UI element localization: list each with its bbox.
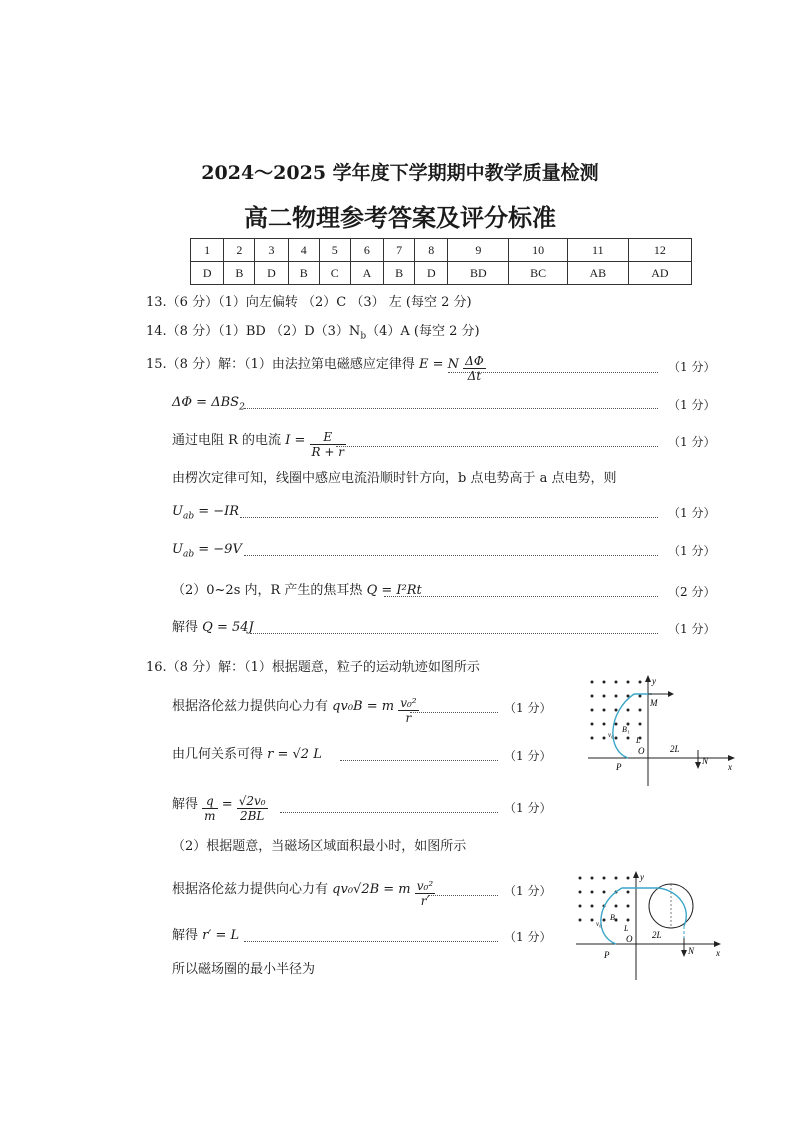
q16-eq5-den: r′ bbox=[420, 894, 430, 908]
q15-eq3-num: E bbox=[310, 430, 346, 445]
field-dot bbox=[591, 737, 594, 740]
field-dot bbox=[615, 737, 618, 740]
label-o-2: O bbox=[626, 934, 633, 944]
table-cell-number: 10 bbox=[509, 239, 568, 262]
label-x-2: x bbox=[716, 948, 720, 958]
label-o: O bbox=[638, 746, 645, 756]
table-cell-answer: D bbox=[191, 262, 224, 285]
table-cell-answer: BC bbox=[509, 262, 568, 285]
field-dot bbox=[591, 681, 594, 684]
leader-dots bbox=[448, 372, 658, 373]
q16-eq3-num-left: q bbox=[202, 794, 217, 809]
field-dot bbox=[615, 877, 618, 880]
q16-eq1-frac bbox=[398, 696, 418, 725]
q16-eq5-frac bbox=[415, 879, 435, 908]
field-dot bbox=[603, 681, 606, 684]
score-q15-3: （1 分） bbox=[668, 435, 716, 449]
q16-eq1-lhs: qv₀B = m bbox=[332, 699, 395, 714]
q16-line4: （2）根据题意，当磁场区域面积最小时，如图所示 bbox=[172, 839, 467, 854]
leader-dots bbox=[244, 408, 658, 409]
label-2l: 2L bbox=[670, 744, 680, 754]
q15-eq6 bbox=[172, 541, 242, 564]
q15-eq3-lhs: I = bbox=[285, 433, 306, 448]
q15-eq1-frac bbox=[463, 354, 486, 383]
score-q15-7: （1 分） bbox=[668, 622, 716, 636]
label-2l-2: 2L bbox=[652, 930, 662, 940]
table-cell-number: 6 bbox=[350, 239, 383, 262]
q14-text: 14.（8 分）（1）BD （2）D（3）N bbox=[146, 324, 361, 339]
label-m: M bbox=[650, 698, 658, 708]
q16-line6-text: 解得 bbox=[172, 928, 199, 943]
label-v0: v₀ bbox=[608, 731, 614, 739]
field-dot bbox=[615, 709, 618, 712]
score-q15-6: （2 分） bbox=[668, 585, 716, 599]
table-cell-answer: B bbox=[384, 262, 415, 285]
n-arrow-2 bbox=[681, 950, 687, 957]
q16-eq2: r = √2 L bbox=[267, 747, 322, 762]
q15-eq1-num: ΔΦ bbox=[465, 354, 484, 368]
q14-tail: （4）A (每空 2 分) bbox=[366, 324, 480, 339]
field-dots bbox=[591, 681, 642, 740]
field-dot bbox=[615, 723, 618, 726]
leader-dots bbox=[340, 760, 498, 761]
q16-line6 bbox=[172, 927, 239, 945]
q15-eq5-sub: ab bbox=[182, 511, 195, 522]
q15-line7 bbox=[172, 582, 422, 600]
field-dot bbox=[591, 919, 594, 922]
table-cell-number: 12 bbox=[628, 239, 691, 262]
trajectory-figure-1 bbox=[578, 672, 738, 790]
score-q15-1: （1 分） bbox=[668, 360, 716, 374]
label-v0-2: v₀ bbox=[596, 920, 602, 928]
field-dot bbox=[579, 905, 582, 908]
field-dot bbox=[603, 709, 606, 712]
table-cell-answer: C bbox=[319, 262, 350, 285]
score-q16-5: （1 分） bbox=[504, 930, 552, 944]
q15-eq2-sub: 2 bbox=[239, 402, 245, 413]
score-q16-1: （1 分） bbox=[504, 701, 552, 715]
q15-eq3-den: R + r bbox=[311, 445, 344, 459]
field-dot bbox=[579, 919, 582, 922]
q16-eq1-num: v₀² bbox=[400, 696, 417, 710]
label-x: x bbox=[728, 762, 732, 772]
field-dot bbox=[591, 709, 594, 712]
particle-trajectory bbox=[613, 694, 652, 758]
field-dot bbox=[615, 695, 618, 698]
q15-eq2-text: ΔΦ = ΔBS bbox=[172, 395, 240, 410]
q16-eq6: r′ = L bbox=[202, 928, 240, 943]
q16-eq5-num: v₀² bbox=[416, 879, 434, 893]
leader-dots bbox=[244, 555, 658, 556]
leader-dots bbox=[410, 712, 498, 713]
table-row-numbers bbox=[191, 239, 692, 262]
field-dot bbox=[603, 891, 606, 894]
score-q16-2: （1 分） bbox=[504, 749, 552, 763]
question-14 bbox=[146, 323, 480, 346]
leader-dots bbox=[384, 596, 658, 597]
q16-eq5-lhs: qv₀√2B = m bbox=[332, 882, 411, 897]
q16-line3: 解得 $\frac{q}{m}$ = $\frac{\text{√2v₀}}{2BL}$ bbox=[172, 794, 266, 823]
answer-table bbox=[190, 238, 692, 285]
q16-line3-text: 解得 bbox=[172, 797, 199, 812]
q15-line3-text: 通过电阻 R 的电流 bbox=[172, 433, 282, 448]
field-dot bbox=[603, 919, 606, 922]
table-cell-number: 2 bbox=[224, 239, 255, 262]
q15-eq1-lhs: E = N bbox=[419, 357, 460, 372]
field-dot bbox=[579, 877, 582, 880]
n-arrow bbox=[695, 762, 701, 769]
q16-eq3-frac-right bbox=[237, 794, 268, 823]
y-axis-arrow-2 bbox=[633, 871, 639, 878]
y-axis-arrow bbox=[645, 675, 651, 682]
field-dot bbox=[639, 709, 642, 712]
q16-intro: 16.（8 分）解：（1）根据题意，粒子的运动轨迹如图所示 bbox=[146, 660, 480, 675]
label-y: y bbox=[652, 676, 656, 686]
field-dot bbox=[615, 905, 618, 908]
q15-line8 bbox=[172, 619, 254, 637]
q15-eq3-frac bbox=[310, 430, 346, 459]
q16-line5-text: 根据洛伦兹力提供向心力有 bbox=[172, 882, 329, 897]
q15-eq6-u: U bbox=[172, 542, 183, 557]
q15-line8-text: 解得 bbox=[172, 620, 199, 635]
velocity-arrowhead bbox=[668, 691, 674, 697]
label-n-2: N bbox=[688, 946, 695, 956]
field-dot bbox=[591, 905, 594, 908]
table-cell-number: 4 bbox=[288, 239, 319, 262]
q15-intro-text: 15.（8 分）解：（1）由法拉第电磁感应定律得 bbox=[146, 357, 415, 372]
label-b1: B₁ bbox=[622, 725, 630, 734]
q16-line2 bbox=[172, 746, 322, 764]
field-dot bbox=[639, 723, 642, 726]
q15-eq2 bbox=[172, 394, 245, 417]
document-title: 2024～2025 学年度下学期期中教学质量检测 bbox=[201, 162, 599, 184]
label-l-2: L bbox=[624, 924, 629, 933]
table-cell-number: 3 bbox=[255, 239, 288, 262]
score-q15-5: （1 分） bbox=[668, 544, 716, 558]
field-dot bbox=[603, 737, 606, 740]
field-dots-2 bbox=[579, 877, 630, 922]
field-dot bbox=[627, 919, 630, 922]
q16-line1-text: 根据洛伦兹力提供向心力有 bbox=[172, 699, 329, 714]
question-13: 13.（6 分）（1）向左偏转 （2）C （3） 左 (每空 2 分) bbox=[146, 295, 472, 310]
x-axis-arrow bbox=[728, 755, 735, 761]
q15-line3 bbox=[172, 430, 346, 459]
trajectory-figure-2 bbox=[566, 868, 736, 986]
score-q15-2: （1 分） bbox=[668, 398, 716, 412]
field-dot bbox=[591, 723, 594, 726]
field-dot bbox=[627, 905, 630, 908]
leader-dots bbox=[280, 812, 498, 813]
table-cell-answer: D bbox=[255, 262, 288, 285]
x-axis-arrow-2 bbox=[714, 941, 721, 947]
table-cell-answer: B bbox=[224, 262, 255, 285]
field-dot bbox=[639, 681, 642, 684]
table-cell-number: 11 bbox=[567, 239, 628, 262]
score-q16-3: （1 分） bbox=[504, 801, 552, 815]
field-dot bbox=[603, 695, 606, 698]
document-subtitle: 高二物理参考答案及评分标准 bbox=[244, 203, 556, 232]
table-cell-number: 5 bbox=[319, 239, 350, 262]
field-dot bbox=[627, 681, 630, 684]
field-dot bbox=[603, 723, 606, 726]
q15-eq1-den: Δt bbox=[467, 369, 482, 383]
field-dot bbox=[627, 877, 630, 880]
q15-eq5 bbox=[172, 503, 239, 526]
score-q15-4: （1 分） bbox=[668, 506, 716, 520]
label-y-2: y bbox=[640, 872, 644, 882]
leader-dots bbox=[428, 895, 498, 896]
field-dot bbox=[591, 695, 594, 698]
q16-eq3-num-right: √2v₀ bbox=[238, 794, 266, 808]
score-q16-4: （1 分） bbox=[504, 884, 552, 898]
q14-sub: b bbox=[360, 331, 367, 342]
table-cell-answer: D bbox=[415, 262, 448, 285]
q15-eq8: Q = 54J bbox=[202, 620, 254, 635]
q15-intro bbox=[146, 354, 486, 383]
q15-eq6-sub: ab bbox=[182, 549, 195, 560]
table-cell-number: 9 bbox=[448, 239, 509, 262]
field-dot bbox=[615, 681, 618, 684]
table-cell-answer: B bbox=[288, 262, 319, 285]
q16-eq3-den-left: m bbox=[204, 809, 216, 823]
q15-eq5-rhs: = −IR bbox=[198, 504, 240, 519]
table-cell-number: 7 bbox=[384, 239, 415, 262]
leader-dots bbox=[244, 941, 498, 942]
q16-line5 bbox=[172, 879, 435, 908]
field-dot bbox=[591, 891, 594, 894]
field-dot bbox=[603, 877, 606, 880]
field-dot bbox=[639, 695, 642, 698]
q16-line1 bbox=[172, 696, 419, 725]
label-b1-2: B₁ bbox=[610, 913, 618, 922]
field-dot bbox=[591, 877, 594, 880]
q16-eq3-frac-left bbox=[202, 794, 217, 823]
label-n: N bbox=[702, 756, 709, 766]
q15-line4: 由楞次定律可知，线圈中感应电流沿顺时针方向，b 点电势高于 a 点电势，则 bbox=[172, 471, 617, 486]
table-cell-number: 8 bbox=[415, 239, 448, 262]
q15-eq7: Q = I²Rt bbox=[366, 583, 422, 598]
leader-dots bbox=[336, 446, 658, 447]
table-cell-number: 1 bbox=[191, 239, 224, 262]
table-cell-answer: AD bbox=[628, 262, 691, 285]
table-row-answers bbox=[191, 262, 692, 285]
label-p-2: P bbox=[604, 950, 610, 960]
leader-dots bbox=[240, 517, 658, 518]
field-dot bbox=[579, 891, 582, 894]
q15-line7-text: （2）0~2s 内，R 产生的焦耳热 bbox=[172, 583, 363, 598]
field-dot bbox=[627, 891, 630, 894]
q16-eq3-den-right: 2BL bbox=[239, 809, 265, 823]
q16-line7: 所以磁场圈的最小半径为 bbox=[172, 962, 316, 977]
q15-eq6-rhs: = −9V bbox=[198, 542, 242, 557]
table-cell-answer: BD bbox=[448, 262, 509, 285]
q16-eq1-den: r bbox=[405, 711, 412, 725]
label-l: L bbox=[636, 736, 641, 745]
table-cell-answer: AB bbox=[567, 262, 628, 285]
field-dot bbox=[627, 709, 630, 712]
field-dot bbox=[627, 737, 630, 740]
q16-line2-text: 由几何关系可得 bbox=[172, 747, 264, 762]
q15-eq5-u: U bbox=[172, 504, 183, 519]
leader-dots bbox=[250, 633, 658, 634]
table-cell-answer: A bbox=[350, 262, 383, 285]
label-p: P bbox=[616, 762, 622, 772]
